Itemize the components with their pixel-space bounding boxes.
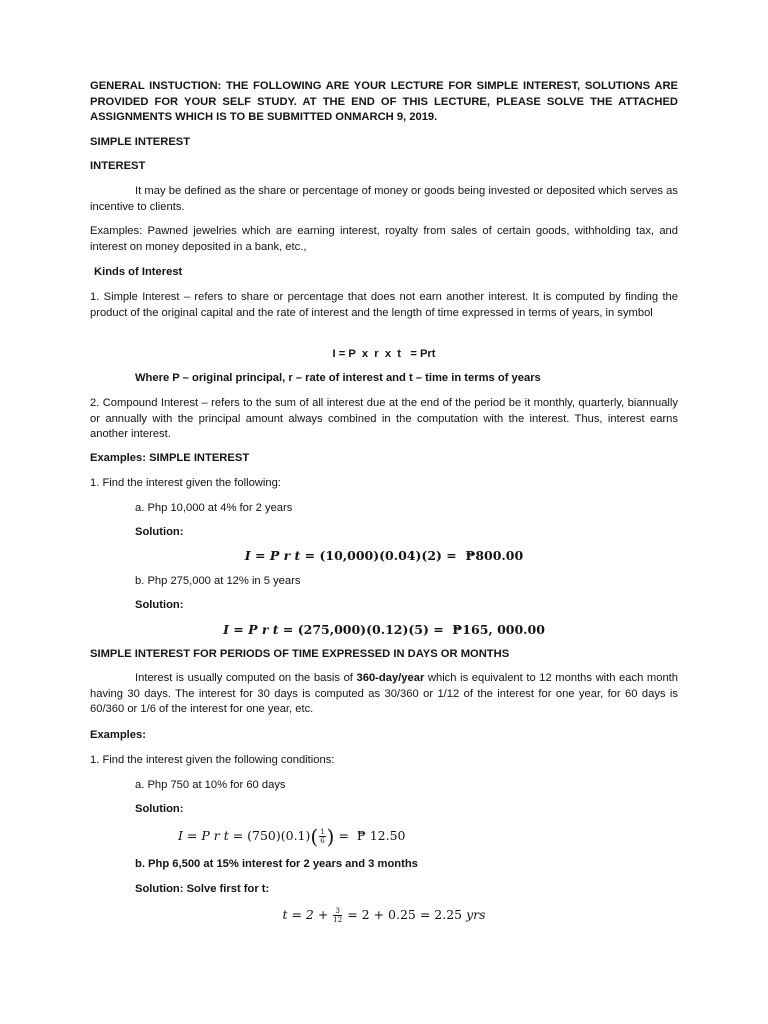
example-b-label: b. Php 275,000 at 12% in 5 years bbox=[135, 575, 301, 587]
example-b-solution-label: Solution: bbox=[135, 599, 184, 611]
section-title-interest: INTEREST bbox=[90, 160, 146, 172]
document-title: SIMPLE INTEREST bbox=[90, 136, 191, 148]
fraction-three-twelfths: $\frac{3}{12}$ bbox=[333, 907, 343, 924]
example-c-label: a. Php 750 at 10% for 60 days bbox=[135, 779, 286, 791]
question-2: 1. Find the interest given the following conditions: bbox=[90, 754, 335, 766]
interest-examples: Examples: Pawned jewelries which are earning interest, royalty from sales of certain goods, withholding tax, and interest on money deposited in a bank, etc., bbox=[90, 225, 678, 253]
example-a-label: a. Php 10,000 at 4% for 2 years bbox=[135, 502, 293, 514]
compound-interest-definition: 2. Compound Interest – refers to the sum of all interest due at the end of the period be it monthly, quarterly, biannually or annually with the principal amount always combined in the computation with the interest. Thus, interest earns another interest. bbox=[90, 397, 678, 440]
examples-label-2: Examples: bbox=[90, 729, 146, 741]
days-section-paragraph: Interest is usually computed on the basis of 360-day/year which is equivalent to 12 months with each month having 30 days. The interest for 30 days is computed as 30/360 or 1/12 of the interest for one year, for 60 days is 60/360 or 1/6 of the interest for one year, etc. bbox=[90, 672, 679, 715]
example-a-solution-label: Solution: bbox=[135, 526, 184, 538]
example-c-solution-label: Solution: bbox=[135, 803, 184, 815]
example-d-solution-label: Solution: Solve first for t: bbox=[135, 883, 270, 895]
example-b-equation: I = P r t = (275,000)(0.12)(5) = ₱165, 000.00 bbox=[223, 622, 545, 637]
kinds-heading: Kinds of Interest bbox=[94, 266, 183, 278]
example-a-equation: I = P r t = (10,000)(0.04)(2) = ₱800.00 bbox=[244, 548, 524, 563]
example-c-equation: I = P r t = (750)(0.1)( $\frac{1}{6}$ ) = ₱ 12.50 bbox=[178, 824, 406, 849]
simple-interest-formula: I = P x r x t = Prt bbox=[332, 348, 436, 360]
time-equation: t = 2 + $\frac{3}{12}$ = 2 + 0.25 = 2.25 yrs bbox=[282, 907, 486, 924]
fraction-one-sixth: $\frac{1}{6}$ bbox=[320, 828, 325, 845]
examples-heading: Examples: SIMPLE INTEREST bbox=[90, 452, 250, 464]
days-section-heading: SIMPLE INTEREST FOR PERIODS OF TIME EXPRESSED IN DAYS OR MONTHS bbox=[90, 648, 510, 660]
example-d-label: b. Php 6,500 at 15% interest for 2 years and 3 months bbox=[135, 858, 418, 870]
simple-interest-definition: 1. Simple Interest – refers to share or percentage that does not earn another interest. It is computed by finding the product of the original capital and the rate of interest and the length of time expressed in terms of years, in symbol bbox=[90, 291, 678, 319]
general-instruction: GENERAL INSTUCTION: THE FOLLOWING ARE YOUR LECTURE FOR SIMPLE INTEREST, SOLUTIONS ARE PROVIDED FOR YOUR SELF STUDY. AT THE END OF THIS LECTURE, PLEASE SOLVE THE ATTACHED ASSIGNMENTS WHICH IS TO BE SUBMITTED ONMARCH 9, 2019. bbox=[90, 80, 678, 123]
question-1: 1. Find the interest given the following: bbox=[90, 477, 281, 489]
formula-legend: Where P – original principal, r – rate of interest and t – time in terms of years bbox=[135, 372, 541, 384]
interest-definition: It may be defined as the share or percentage of money or goods being invested or deposited which serves as incentive to clients. bbox=[90, 185, 678, 213]
